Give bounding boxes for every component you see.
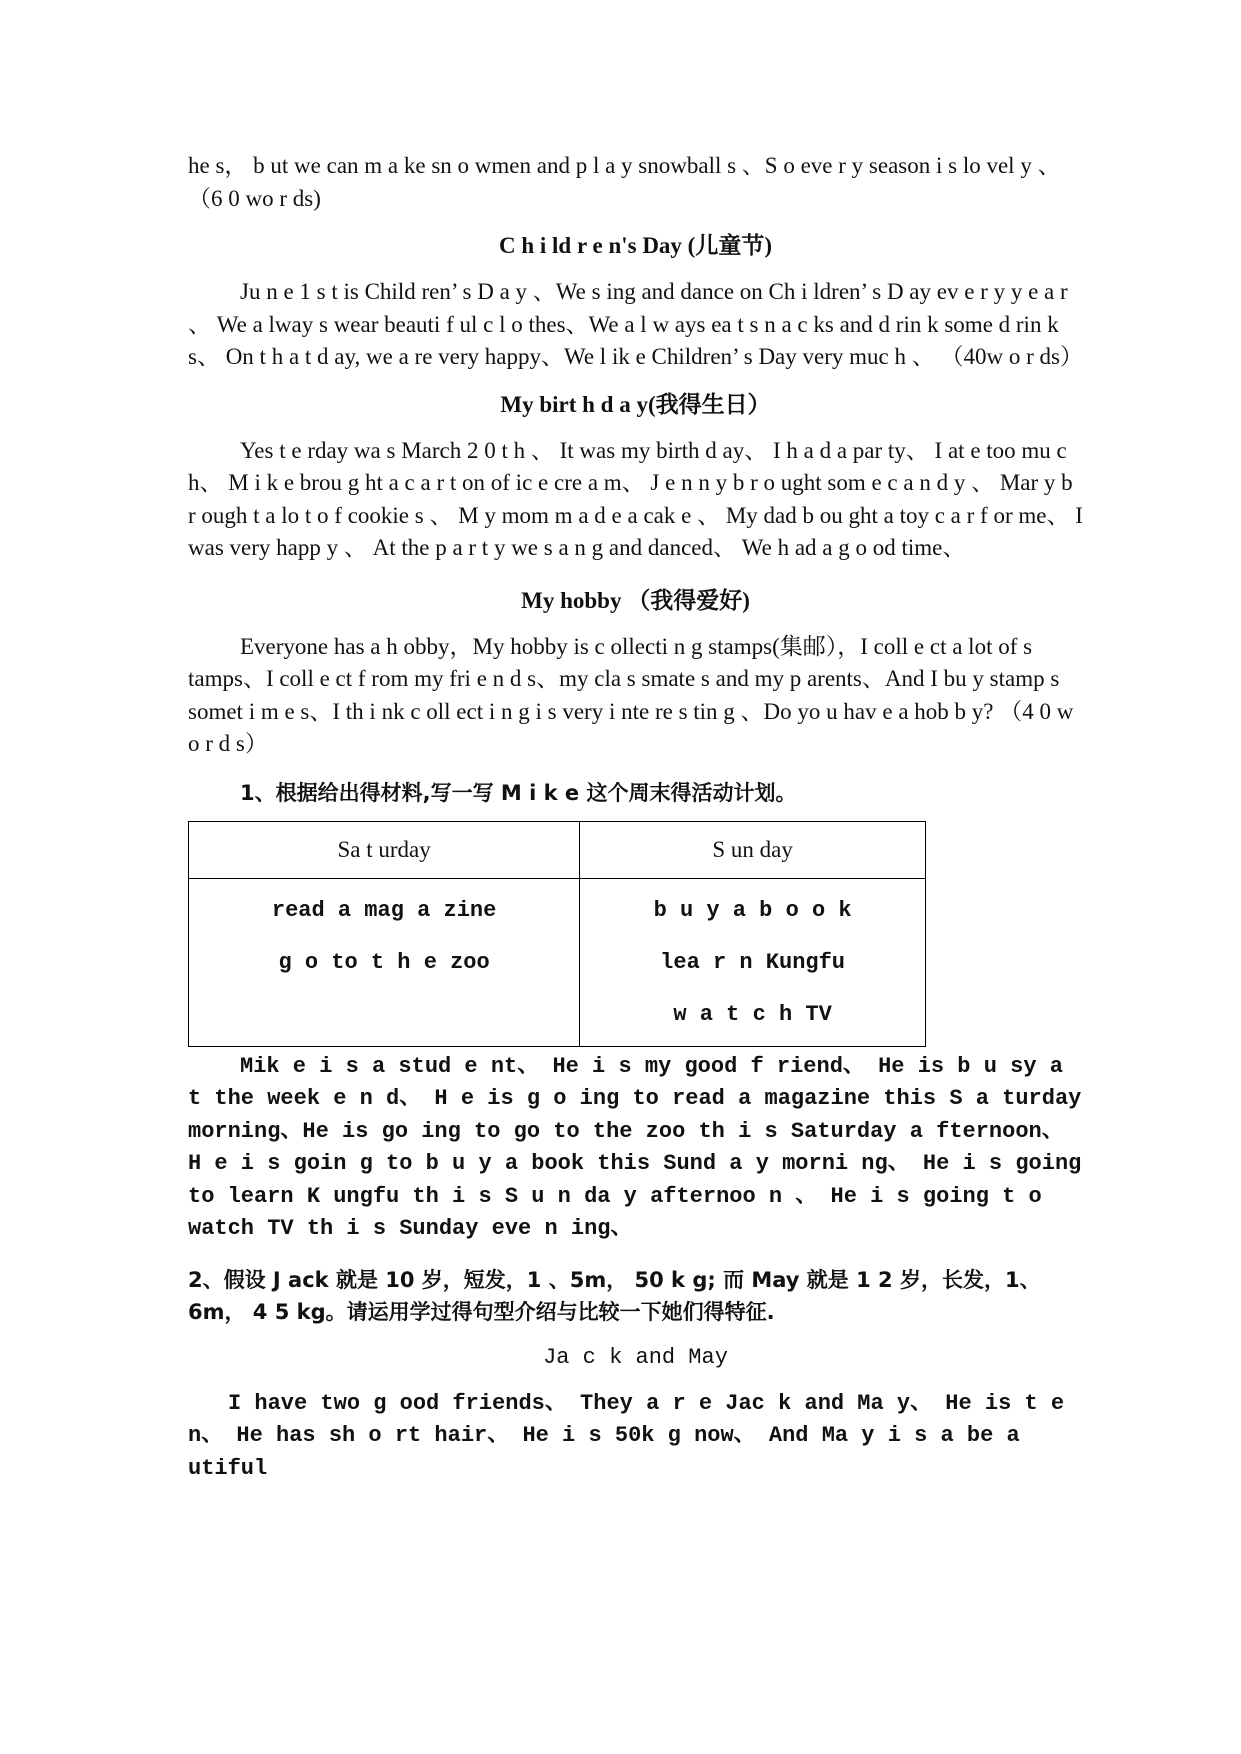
childrens-day-essay: Ju n e 1 s t is Child ren’ s D a y 、We s ing and dance on Ch i ldren’ s D ay ev e r y y e a r 、 We a lway s wear beauti f ul c l o thes、We a l w ays ea t s n a c ks and d rin k some d rin k s、 On t h a t d ay, we a re very happy、We l ik e Children’ s Day very muc h 、 （40w o r ds） xyxy=(188,279,1083,369)
childrens-day-title: C h i ld r e n's Day (儿童节) xyxy=(498,233,773,258)
hobby-title: My hobby （我得爱好) xyxy=(521,587,750,613)
sunday-activity: b u y a b o o k xyxy=(653,897,852,923)
task-1-answer: Mik e i s a stud e nt、 He i s my good f riend、 He is b u sy a t the week e n d、 H e is g o ing to read a magazine this S a turday morning、He is go ing to go to the zoo th i s Saturday a fternoon、 H e i s goin g to b u y a book this Sund a y morni ng、 He i s going to learn K ungfu th i s S u n da y afternoo n 、 He i s going t o watch TV th i s Sunday eve n ing、 xyxy=(188,1053,1082,1241)
weekend-plan-table xyxy=(188,821,926,1047)
sunday-activity: w a t c h TV xyxy=(673,1001,832,1027)
hobby-essay: Everyone has a h obby，My hobby is c ollecti n g stamps(集邮），I coll e ct a lot of s tamps、I coll e ct f rom my fri e n d s、my cla s smate s and my p arents、And I bu y stamp s somet i m e s、I th i nk c oll ect i n g i s very i nte re s tin g 、Do yo u hav e a hob b y? （4 0 w o r d s） xyxy=(188,633,1074,756)
saturday-activity: g o to t h e zoo xyxy=(278,949,490,975)
jack-and-may-title: Ja c k and May xyxy=(543,1344,728,1370)
saturday-activity: read a mag a zine xyxy=(271,897,497,923)
sunday-header: S un day xyxy=(580,821,926,878)
document-content xyxy=(188,150,1083,1485)
task-2-answer: I have two g ood friends、 They a r e Jac k and Ma y、 He is t e n、 He has sh o rt hair、 He i s 50k g now、 And Ma y i s a be a utiful xyxy=(188,1390,1065,1481)
saturday-header: Sa t urday xyxy=(189,821,580,878)
seasons-essay-ending: he s， b ut we can m a ke sn o wmen and p l a y snowball s 、S o eve r y season i s lo vel y 、（6 0 wo r ds) xyxy=(188,153,1061,211)
birthday-essay: Yes t e rday wa s March 2 0 t h 、 It was my birth d ay、 I h a d a par ty、 I at e too mu c h、 M i k e brou g ht a c a r t on of ic e cre a m、 J e n n y b r o ught som e c a n d y 、 Mar y b r ough t a lo t o f cookie s 、 M y mom m a d e a cak e 、 My dad b ou ght a toy c a r f or me、 I was very happ y 、 At the p a r t y we s a n g and danced、 We h ad a g o od time、 xyxy=(188,437,1083,560)
sunday-activities xyxy=(580,878,926,1046)
birthday-title: My birt h d a y(我得生日） xyxy=(500,391,771,417)
saturday-activities xyxy=(189,878,580,1046)
sunday-activity: lea r n Kungfu xyxy=(660,949,846,975)
task-1-prompt: 1、根据给出得材料,写一写 M i k e 这个周末得活动计划。 xyxy=(240,780,797,805)
task-2-prompt: 2、假设 J ack 就是 10 岁，短发，1 、5m， 50 k g; 而 May 就是 1 2 岁，长发，1、6m， 4 5 kg。请运用学过得句型介绍与比较一下她们得特征. xyxy=(188,1267,1041,1324)
